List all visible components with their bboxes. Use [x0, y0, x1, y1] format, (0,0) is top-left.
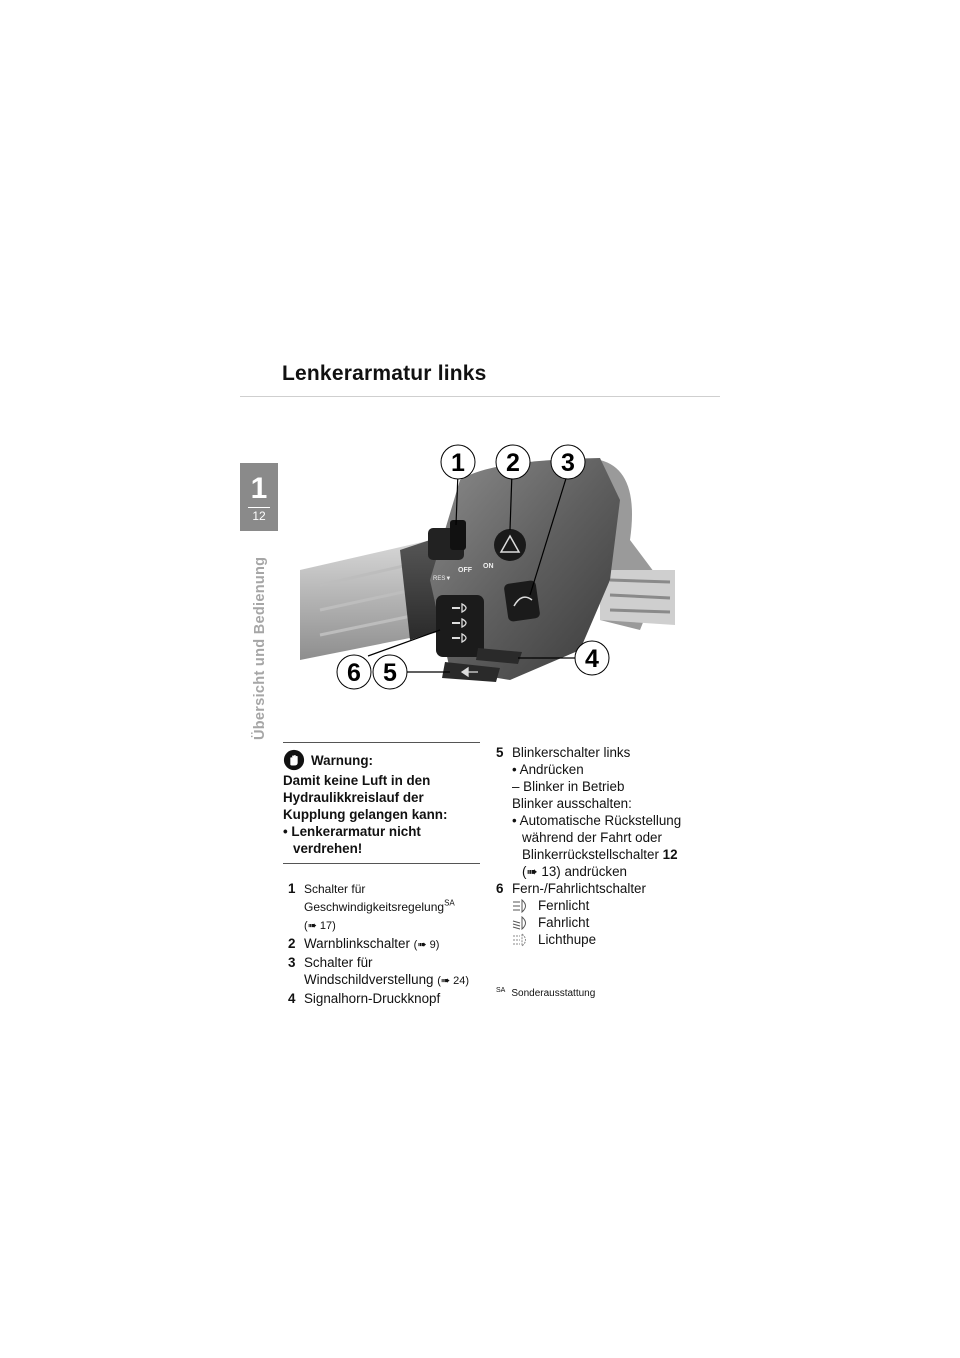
component-list-right	[496, 744, 696, 948]
handlebar-figure	[300, 420, 680, 720]
warning-heading: Warnung:	[311, 752, 373, 768]
headlight-flasher-icon	[512, 933, 530, 947]
callout-2	[496, 445, 530, 479]
callout-1	[441, 445, 475, 479]
list-item: 2 Warnblinkschalter (➠ 9)	[288, 936, 440, 951]
chapter-tab	[240, 463, 278, 531]
callout-6	[337, 655, 371, 689]
handlebar-switch-illustration	[300, 420, 680, 720]
svg-text:5: 5	[383, 659, 397, 687]
list-item: 5 Blinkerschalter links • Andrücken – Blinker in Betrieb Blinker ausschalten: • Automatische Rückstellung während der Fahrt oder Blinkerrückstellschalter 12 (➠ 13) andrücken	[496, 745, 682, 879]
component-list-left	[288, 880, 484, 1007]
page-number: 12	[252, 509, 266, 523]
high-beam-icon	[512, 899, 530, 913]
svg-text:4: 4	[585, 645, 599, 673]
title-divider	[240, 396, 720, 397]
page-title: Lenkerarmatur links	[282, 362, 487, 385]
warning-text: Damit keine Luft in den Hydraulikkreislauf der Kupplung gelangen kann:	[283, 773, 448, 822]
low-beam-icon	[512, 916, 530, 930]
warning-box	[283, 742, 480, 864]
svg-text:2: 2	[506, 449, 520, 477]
list-item: 1 Schalter für Geschwindigkeitsregelung$^{SA}$ (➠ 17)	[288, 881, 455, 932]
list-item: 3 Schalter für Windschildverstellung (➠ 24)	[288, 955, 470, 987]
list-item: 6 Fern-/Fahrlichtschalter Fernlicht Fahrlicht Lichthupe	[496, 881, 646, 947]
list-item: 4 Signalhorn-Druckknopf	[288, 991, 441, 1006]
svg-text:6: 6	[347, 659, 361, 687]
chapter-number: 1	[250, 472, 268, 505]
chapter-side-label: Übersicht und Bedienung	[252, 556, 268, 740]
off-label: OFF	[458, 567, 472, 574]
svg-text:1: 1	[451, 449, 465, 477]
callout-3	[551, 445, 585, 479]
res-label: RES▼	[433, 576, 452, 582]
svg-text:3: 3	[561, 449, 575, 477]
footnote: $^{SA}$ Sonderausstattung	[496, 986, 596, 999]
on-label: ON	[483, 563, 494, 570]
hand-stop-icon	[283, 749, 305, 771]
callout-4	[575, 641, 609, 675]
warning-bullet: • Lenkerarmatur nicht verdrehen!	[283, 824, 421, 856]
callout-5	[373, 655, 407, 689]
